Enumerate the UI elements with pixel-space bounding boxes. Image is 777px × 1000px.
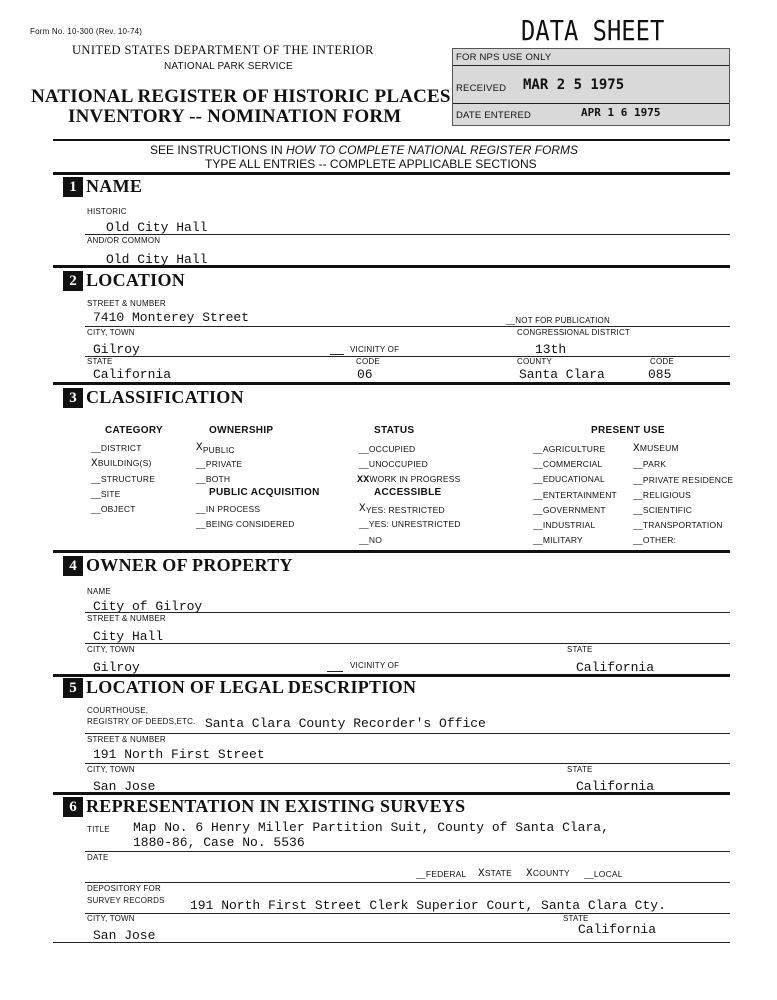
survey-date-label: DATE: [87, 853, 109, 862]
received-stamp: MAR 2 5 1975: [523, 77, 625, 93]
survey-city-value: San Jose: [93, 928, 156, 943]
received-label: RECEIVED: [456, 83, 507, 94]
owner-state-value: California: [576, 660, 655, 675]
street-label: STREET & NUMBER: [87, 299, 166, 308]
street-value: 7410 Monterey Street: [93, 310, 250, 325]
category-structure: __STRUCTURE: [91, 474, 156, 484]
use-park: __PARK: [633, 459, 667, 469]
section-6-number: 6: [63, 797, 83, 817]
service-name: NATIONAL PARK SERVICE: [164, 61, 293, 72]
owner-vicinity-label: VICINITY OF: [350, 661, 400, 670]
use-educational: __EDUCATIONAL: [533, 474, 605, 484]
section-1-number: 1: [63, 177, 83, 197]
common-value: Old City Hall: [106, 252, 208, 267]
use-scientific: __SCIENTIFIC: [633, 505, 693, 515]
owner-state-label: STATE: [567, 645, 593, 654]
form-title-line1: NATIONAL REGISTER OF HISTORIC PLACES: [31, 86, 451, 107]
use-government: __GOVERNMENT: [533, 505, 606, 515]
section-2-title: LOCATION: [86, 270, 186, 290]
form-number: Form No. 10-300 (Rev. 10-74): [30, 27, 143, 36]
survey-state-value: California: [578, 922, 657, 937]
congressional-district-value: 13th: [535, 342, 567, 357]
survey-title-value-line1: Map No. 6 Henry Miller Partition Suit, County of Santa Clara,: [133, 820, 609, 835]
department-name: UNITED STATES DEPARTMENT OF THE INTERIOR: [72, 43, 374, 57]
code-label: CODE: [356, 357, 380, 366]
status-unoccupied: __UNOCCUPIED: [359, 459, 428, 469]
section-4-title: OWNER OF PROPERTY: [86, 555, 293, 575]
owner-name-label: NAME: [87, 587, 111, 596]
use-transportation: __TRANSPORTATION: [633, 520, 723, 530]
section-5-title: LOCATION OF LEGAL DESCRIPTION: [86, 677, 417, 697]
survey-city-label: CITY, TOWN: [87, 914, 135, 923]
use-industrial: __INDUSTRIAL: [533, 520, 596, 530]
courthouse-value: Santa Clara County Recorder's Office: [205, 716, 486, 731]
owner-city-label: CITY, TOWN: [87, 645, 135, 654]
status-occupied: __OCCUPIED: [359, 444, 416, 454]
ownership-heading: OWNERSHIP: [209, 425, 274, 436]
ownership-public: XPUBLIC: [196, 442, 235, 455]
legal-street-value: 191 North First Street: [93, 747, 265, 762]
survey-local: __LOCAL: [584, 869, 623, 879]
use-military: __MILITARY: [533, 535, 583, 545]
present-use-heading: PRESENT USE: [591, 425, 665, 436]
owner-street-label: STREET & NUMBER: [87, 614, 166, 623]
historic-label: HISTORIC: [87, 207, 127, 216]
date-entered-stamp: APR 1 6 1975: [581, 106, 661, 119]
vicinity-label: VICINITY OF: [350, 345, 400, 354]
instructions-line2: TYPE ALL ENTRIES -- COMPLETE APPLICABLE SECTIONS: [205, 157, 537, 171]
section-3-title: CLASSIFICATION: [86, 387, 244, 407]
data-sheet-stamp: DATA SHEET: [521, 14, 665, 47]
section-6-title: REPRESENTATION IN EXISTING SURVEYS: [86, 796, 466, 816]
accessible-no: __NO: [359, 535, 383, 545]
accessible-unrestricted: __YES: UNRESTRICTED: [359, 519, 461, 529]
county-code-value: 085: [648, 367, 672, 382]
depository-value: 191 North First Street Clerk Superior Court, Santa Clara Cty.: [190, 898, 666, 913]
ownership-both: __BOTH: [196, 474, 231, 484]
nps-use-label: FOR NPS USE ONLY: [456, 52, 552, 63]
state-code-value: 06: [357, 367, 373, 382]
public-acquisition-heading: PUBLIC ACQUISITION: [209, 487, 320, 498]
county-value: Santa Clara: [519, 367, 605, 382]
category-buildings: XBUILDING(S): [91, 458, 152, 470]
historic-value: Old City Hall: [106, 220, 208, 235]
accessible-restricted: XYES: RESTRICTED: [359, 503, 445, 515]
depository-label-line1: DEPOSITORY FOR: [87, 884, 161, 893]
survey-title-value-line2: 1880-86, Case No. 5536: [133, 835, 305, 850]
nps-use-box: [452, 48, 730, 126]
legal-city-label: CITY, TOWN: [87, 765, 135, 774]
state-value: California: [93, 367, 172, 382]
use-museum: XMUSEUM: [633, 443, 679, 455]
category-site: __SITE: [91, 489, 121, 499]
state-label: STATE: [87, 357, 113, 366]
county-code-label: CODE: [650, 357, 674, 366]
city-value: Gilroy: [93, 342, 140, 357]
registry-label: REGISTRY OF DEEDS,ETC.: [87, 717, 196, 726]
use-entertainment: __ENTERTAINMENT: [533, 490, 617, 500]
category-object: __OBJECT: [91, 504, 136, 514]
use-commercial: __COMMERCIAL: [533, 459, 603, 469]
not-for-publication: __NOT FOR PUBLICATION: [506, 316, 610, 325]
courthouse-label: COURTHOUSE,: [87, 706, 149, 715]
county-label: COUNTY: [517, 357, 552, 366]
survey-title-label: TITLE: [87, 825, 110, 834]
legal-street-label: STREET & NUMBER: [87, 735, 166, 744]
section-3-number: 3: [63, 388, 83, 408]
survey-federal: __FEDERAL: [416, 869, 467, 879]
depository-label-line2: SURVEY RECORDS: [87, 896, 165, 905]
accessible-heading: ACCESSIBLE: [374, 487, 442, 498]
form-title-line2: INVENTORY -- NOMINATION FORM: [68, 106, 402, 127]
use-religious: __RELIGIOUS: [633, 490, 691, 500]
owner-name-value: City of Gilroy: [93, 599, 203, 614]
use-agriculture: __AGRICULTURE: [533, 444, 606, 454]
section-5-number: 5: [63, 678, 83, 698]
ownership-private: __PRIVATE: [196, 459, 243, 469]
congressional-district-label: CONGRESSIONAL DISTRICT: [517, 328, 631, 337]
legal-city-value: San Jose: [93, 779, 156, 794]
owner-city-value: Gilroy: [93, 660, 140, 675]
acquisition-being-considered: __BEING CONSIDERED: [196, 519, 295, 529]
status-heading: STATUS: [374, 425, 415, 436]
legal-state-label: STATE: [567, 765, 593, 774]
survey-county: XCOUNTY: [526, 868, 570, 880]
section-4-number: 4: [63, 556, 83, 576]
category-heading: CATEGORY: [105, 425, 163, 436]
instructions-line1: SEE INSTRUCTIONS IN HOW TO COMPLETE NATIONAL REGISTER FORMS: [150, 143, 579, 157]
survey-state: XSTATE: [478, 868, 512, 880]
acquisition-in-process: __IN PROCESS: [196, 504, 261, 514]
use-private-residence: __PRIVATE RESIDENCE: [633, 475, 734, 485]
owner-street-value: City Hall: [93, 629, 164, 644]
survey-state-label: STATE: [563, 914, 589, 923]
city-label: CITY, TOWN: [87, 328, 135, 337]
status-work-in-progress: XXWORK IN PROGRESS: [357, 474, 461, 486]
section-1-title: NAME: [86, 176, 143, 196]
date-entered-label: DATE ENTERED: [456, 110, 532, 121]
category-district: __DISTRICT: [91, 443, 142, 453]
legal-state-value: California: [576, 779, 655, 794]
section-2-number: 2: [63, 271, 83, 291]
common-label: AND/OR COMMON: [87, 236, 161, 245]
use-other: __OTHER:: [633, 535, 677, 545]
